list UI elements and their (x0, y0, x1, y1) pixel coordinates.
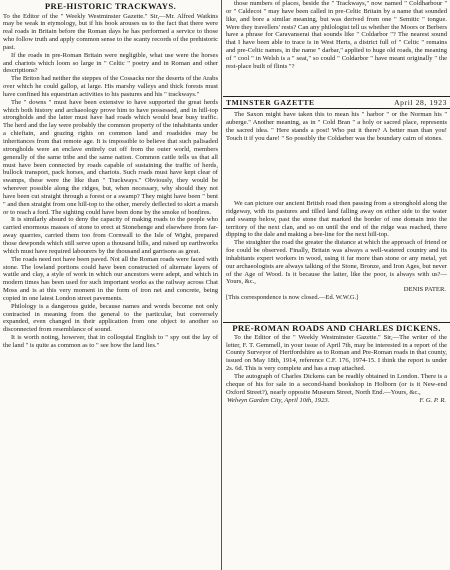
signature: DENIS PATER. (403, 286, 446, 294)
dateline-row (223, 397, 450, 405)
article-paragraph: It is worth noting, however, that in colloquial English to " spy out the lay of the land " is quite as common as to " see how the land lies." (3, 334, 218, 349)
article-paragraph: It is similarly absurd to deny the capacity of making roads to the people who carried enormous masses of stone to erect at Stonehenge and elsewhere from far-away quarries, carried them too from Cornwall to the Isle of Wight, prepared those dewponds which still serve upon a thousand hills, and raised up earthworks which must have required labourers by the thousand and garrisons as great. (3, 216, 218, 255)
article-paragraph: To the Editor of the " Weekly Westminster Gazette." Sir,—Mr. Alfred Watkins may be weak in etymology, but if his book arouses us to the fact that there were real roads in Britain before the Roman days he has performed a service to those who follow truth and apply common sense to the scanty records of the prehistoric past. (3, 12, 218, 51)
article-headline-dickens: PRE-ROMAN ROADS AND CHARLES DICKENS. (223, 322, 450, 334)
article-paragraph: Philology is a dangerous guide, because names and words become not only contracted in meaning from the general to the particular, but conversely expanded, even changed in their application from one object to another so disconnected from resemblance of sound. (3, 302, 218, 334)
article-paragraph: The Briton had neither the steppes of the Cossacks nor the deserts of the Arabs over which he could gallop, at large. His marshy valleys and thick forests must have confined his equestrian activities to his pastures and his " trackways." (3, 75, 218, 98)
right-column-middle (223, 96, 450, 200)
article-headline-trackways: PRE-HISTORIC TRACKWAYS. (44, 1, 177, 11)
article-paragraph: To the Editor of the " Weekly Westminster Gazette." Sir,—The writer of the letter, F. T. Gemmell, in your issue of April 7th, may be interested in a report of the County Surveyor of Hertfordshire as to Roman and Pre-Roman roads in that county, issued on May 18th, 1914, reference C.F. 176, 1974-15. I think the report is under 2s. 6d. This is very complete and has a map attached. (226, 333, 447, 373)
article-paragraph: The roads need not have been paved. Not all the Roman roads were faced with stone. The lowland portions could have been constructed of alternate layers of wattle and clay, a style of work in which our ancestors were adept, and which in modern times has been used for such important works as the railway across Chat Moss and is at this very moment in the form of iron net and concrete, being copied in one latest London street pavements. (3, 255, 218, 302)
masthead (223, 96, 450, 109)
masthead-name: TMINSTER GAZETTE (226, 98, 315, 107)
article-paragraph: The Saxon might have taken this to mean his " harbor " or the Norman his " auberge." Another meaning, as in " Cold Bran " a holy or sacred place, represents the sacred idea. " Here stands a post! Who put it there? A better man than you! Touch it if you dare! " So possibly the Coldarber was the boundary cairn of stones. (226, 111, 447, 142)
right-column-top (223, 0, 450, 92)
article-paragraph: those numbers of places, beside the " Trackways," now named " Coldharbour " or " Caldecot " may have been called in pre-Celtic Britain by a name that sounded like, and bore a similar meaning, but was derived from one " Semitic " tongue. Were they travellers' rests? Can any philologist tell us whether the Moors or Berbers have a phrase for Caravanserai that sounds like " Coldarbor "? The nearest sound that I have been able to trace is in West Herts, a district full of " Celtic " remains and pre-Celtic names, in the name " darbar," applied to huge old roads, the meaning of " cool " in Welsh is a " seat," so could " Coldarbor " have meant originally " the rest-place built of flints "? (226, 0, 447, 70)
signature: F. G. P. R. (419, 396, 446, 404)
editor-note: [This correspondence is now closed.—Ed. W.W.G.] (226, 294, 359, 302)
dateline: Welwyn Garden City, April 10th, 1923. (227, 396, 330, 404)
masthead-date: April 28, 1923 (394, 98, 447, 107)
article-paragraph: The autograph of Charles Dickens can be readily obtained in London. There is a cheque of his for sale in a second-hand bookshop in Holborn (or is it New-end Oxford Street?), nearly opposite Museum Street, North End.—Yours, &c., (226, 373, 447, 396)
article-paragraph: If the roads in pre-Roman Britain were negligible, what use were the horses and chariots which loom so large in " Celtic " poetry and in Roman and other descriptions? (3, 51, 218, 75)
right-column-bottom (223, 322, 450, 570)
article-paragraph: The " downs " must have been extensive to have supported the great herds which both history and archaeology prove him to have possessed, and in hill-top strongholds and the latter must have had roads which would bear busy traffic. The herd and the lay were probably the common property of the inhabitants under a chieftain, and grazing rights on common land and roadsides may be inheritances from that remote age. It is impossible to believe that such palisaded strongholds were an enclave entirely cut off from the outer world, members generally of the same tribe and the same nation. Common cattle tells us that all must have been connected by roads capable of sustaining the traffic of herds, bullock transport, pack horses, and chariots. Such roads must have kept clear of swamps, these were the like than " Trackways." Obviously, they would be wherever possible along the ridges, but, when necessary, why should they not have been cut straight through a forest or a swamp? They might have been " bent " and then straight from one hill-top to the other, merely deflected to skirt a marsh or to reach a ford. The sighting could have been done by the smoke of bonfires. (3, 98, 218, 216)
left-column (0, 0, 222, 570)
article-paragraph: We can picture our ancient British road then passing from a stronghold along the ridgeway, with its pastures and tilled land falling away on either side to the water and swamp below, past the stone that marked the border of one domain into the territory of the next clan, and so on until the end of the ridge was reached, there dipping to the dale and making a bee-line for the next hill-top. (226, 200, 447, 239)
article-paragraph: The straighter the road the greater the distance at which the approach of friend or foe could be observed. Finally, Britain was always a well-watered country and its inhabitants expert workers in wood, using it far more than stone or any metal, yet our archaeologists are always talking of the Stone, Bronze, and Iron Ages, but never of the Age of Wood. Is it because the latter, like the poor, is always with us?—Yours, &c., (226, 239, 447, 286)
right-column-middle-cont (223, 200, 450, 322)
